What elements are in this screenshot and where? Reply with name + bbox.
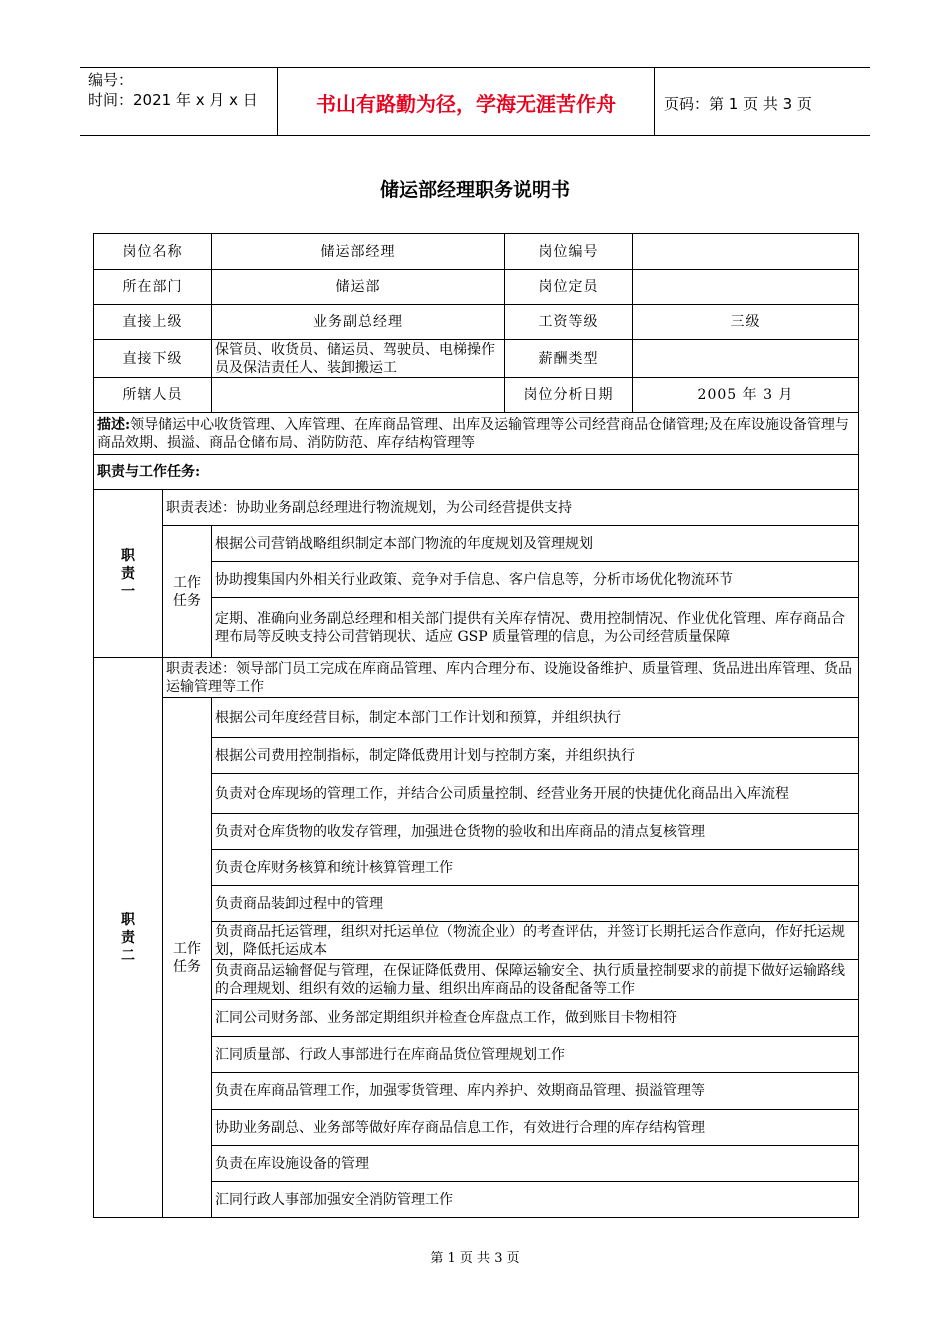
job-description-table (93, 233, 859, 1218)
work-label-text: 工作任务 (173, 574, 201, 609)
table-row (94, 490, 859, 526)
field-label: 岗位定员 (505, 270, 633, 305)
field-label: 直接下级 (94, 340, 212, 378)
header-motto: 书山有路勤为径，学海无涯苦作舟 (316, 92, 616, 116)
duty-1-task: 定期、准确向业务副总经理和相关部门提供有关库存情况、费用控制情况、作业优化管理、库存商品合理布局等反映支持公司营销现状、适应 GSP 质量管理的信息，为公司经营质量保障 (212, 598, 859, 658)
direct-subordinates: 保管员、收货员、储运员、驾驶员、电梯操作员及保洁责任人、装卸搬运工 (212, 340, 505, 378)
duty-2-task: 汇同公司财务部、业务部定期组织并检查仓库盘点工作，做到账目卡物相符 (212, 1000, 859, 1037)
duty-2-task: 汇同行政人事部加强安全消防管理工作 (212, 1182, 859, 1218)
doc-number: 编号： (88, 71, 134, 89)
field-label: 岗位编号 (505, 234, 633, 270)
work-label-text: 工作任务 (173, 940, 201, 975)
department: 储运部 (212, 270, 505, 305)
table-row (94, 413, 859, 455)
duty-2-task: 根据公司年度经营目标，制定本部门工作计划和预算，并组织执行 (212, 698, 859, 738)
post-quota (633, 270, 859, 305)
duty-2-label-text: 职责二 (121, 911, 135, 964)
duty-1-label (94, 490, 163, 658)
field-label: 岗位名称 (94, 234, 212, 270)
table-row (94, 658, 859, 698)
duty-2-task: 负责商品装卸过程中的管理 (212, 886, 859, 922)
duty-2-task: 根据公司费用控制指标，制定降低费用计划与控制方案，并组织执行 (212, 738, 859, 774)
header-meta (88, 70, 258, 110)
duty-1-task: 协助搜集国内外相关行业政策、竞争对手信息、客户信息等，分析市场优化物流环节 (212, 562, 859, 598)
duty-1-statement: 职责表述：协助业务副总经理进行物流规划，为公司经营提供支持 (163, 490, 859, 526)
field-label: 岗位分析日期 (505, 378, 633, 413)
field-label: 薪酬类型 (505, 340, 633, 378)
table-row (94, 455, 859, 490)
post-number (633, 234, 859, 270)
header-bottom-rule (80, 135, 870, 136)
duty-2-label (94, 658, 163, 1218)
staff (212, 378, 505, 413)
duties-heading: 职责与工作任务: (94, 455, 859, 490)
duty-2-task: 协助业务副总、业务部等做好库存商品信息工作，有效进行合理的库存结构管理 (212, 1110, 859, 1146)
post-name: 储运部经理 (212, 234, 505, 270)
duty-2-statement: 职责表述：领导部门员工完成在库商品管理、库内合理分布、设施设备维护、质量管理、货品进出库管理、货品运输管理等工作 (163, 658, 859, 698)
table-row (94, 378, 859, 413)
header-top-rule (80, 67, 870, 68)
field-label: 工资等级 (505, 305, 633, 340)
duty-2-task: 负责对仓库货物的收发存管理，加强进仓货物的验收和出库商品的清点复核管理 (212, 814, 859, 850)
pay-type (633, 340, 859, 378)
field-label: 所在部门 (94, 270, 212, 305)
duty-2-task: 负责商品托运管理，组织对托运单位（物流企业）的考查评估，并签订长期托运合作意向，作好托运规划，降低托运成本 (212, 922, 859, 960)
duty-1-work-label (163, 526, 212, 658)
duty-1-task: 根据公司营销战略组织制定本部门物流的年度规划及管理规划 (212, 526, 859, 562)
description (94, 413, 859, 455)
direct-superior: 业务副总经理 (212, 305, 505, 340)
duty-2-task: 负责仓库财务核算和统计核算管理工作 (212, 850, 859, 886)
duty-2-task: 负责在库设施设备的管理 (212, 1146, 859, 1182)
page-title: 储运部经理职务说明书 (379, 179, 570, 201)
header-page-info: 页码：第 1 页 共 3 页 (664, 95, 812, 113)
description-text: 领导储运中心收货管理、入库管理、在库商品管理、出库及运输管理等公司经营商品仓储管理;及在库设施设备管理与商品效期、损溢、商品仓储布局、消防防范、库存结构管理等 (97, 416, 849, 451)
doc-time: 时间：2021 年 x 月 x 日 (88, 91, 258, 109)
header-divider (654, 67, 655, 135)
field-label: 所辖人员 (94, 378, 212, 413)
page-footer: 第 1 页 共 3 页 (430, 1251, 520, 1266)
field-label: 直接上级 (94, 305, 212, 340)
duty-2-task: 汇同质量部、行政人事部进行在库商品货位管理规划工作 (212, 1037, 859, 1073)
duty-1-label-text: 职责一 (121, 547, 135, 600)
duty-2-task: 负责在库商品管理工作，加强零货管理、库内养护、效期商品管理、损溢管理等 (212, 1073, 859, 1110)
table-row (94, 305, 859, 340)
table-row (94, 234, 859, 270)
salary-grade: 三级 (633, 305, 859, 340)
duty-2-task: 负责商品运输督促与管理，在保证降低费用、保障运输安全、执行质量控制要求的前提下做好运输路线的合理规划、组织有效的运输力量、组织出库商品的设备配备等工作 (212, 960, 859, 1000)
table-row (94, 340, 859, 378)
duty-2-work-label (163, 698, 212, 1218)
description-label: 描述: (97, 416, 131, 433)
table-row (94, 698, 859, 738)
table-row (94, 270, 859, 305)
analysis-date: 2005 年 3 月 (633, 378, 859, 413)
duty-2-task: 负责对仓库现场的管理工作，并结合公司质量控制、经营业务开展的快捷优化商品出入库流程 (212, 774, 859, 814)
table-row (94, 526, 859, 562)
